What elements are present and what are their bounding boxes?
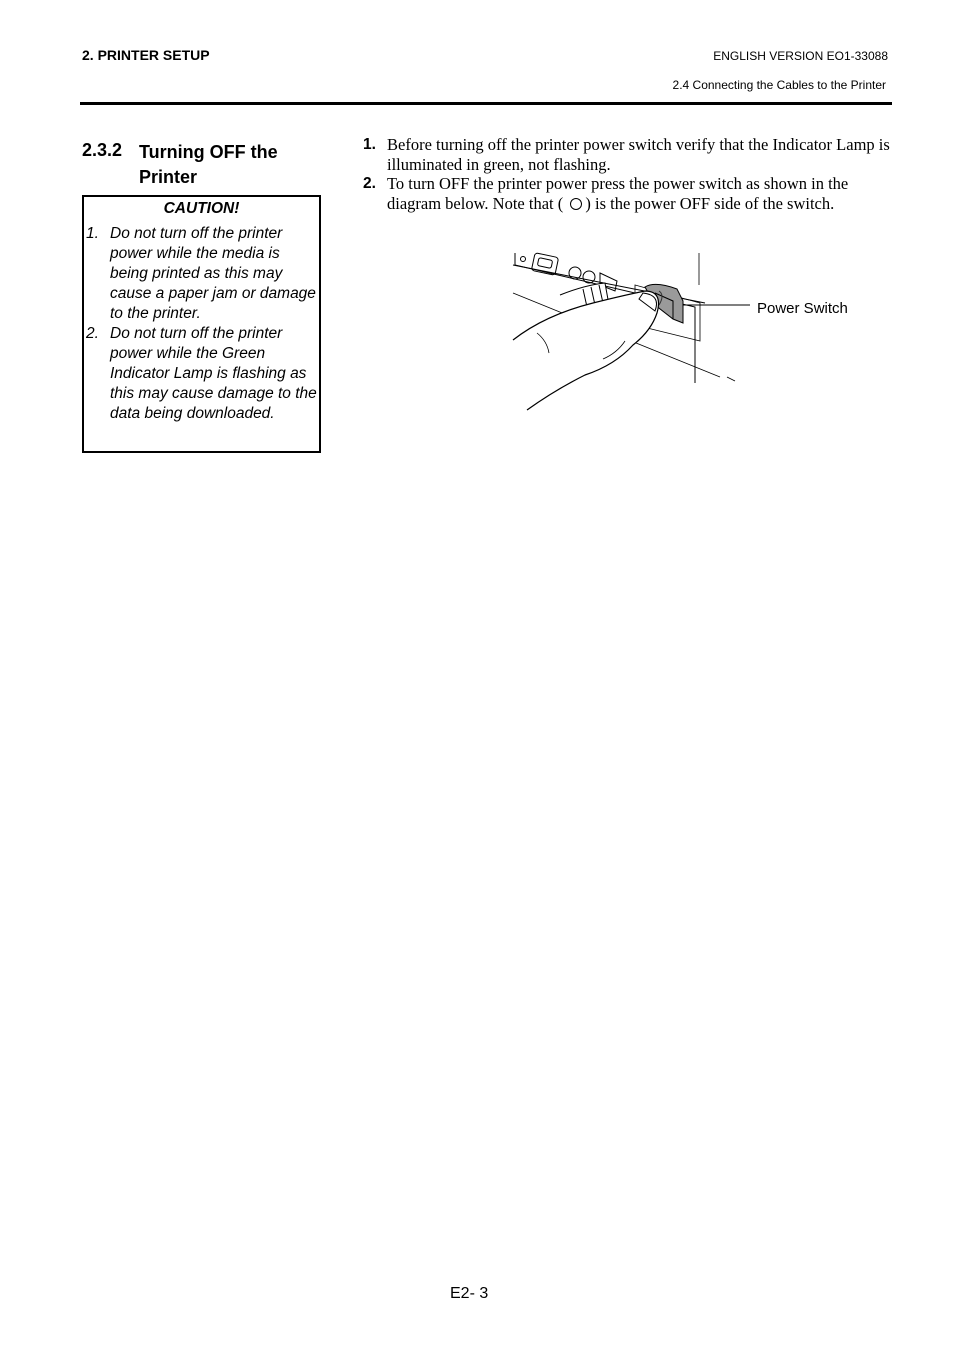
step-item: [363, 174, 893, 213]
step-number: 2.: [363, 175, 376, 192]
caution-item-number: 2.: [86, 325, 99, 342]
section-title: Turning OFF the Printer: [139, 142, 278, 187]
header-section-title: 2. PRINTER SETUP: [82, 47, 210, 63]
caution-list: [86, 224, 318, 424]
step-text-before: To turn OFF the printer power press the power switch as shown in the diagram below. Note that (: [387, 174, 849, 213]
caution-item: [86, 324, 318, 424]
step-item: [363, 135, 893, 174]
power-switch-illustration: [505, 245, 750, 415]
caution-item-text: Do not turn off the printer power while the Green Indicator Lamp is flashing as this may cause damage to the data being downloaded.: [110, 325, 317, 422]
caution-item: [86, 224, 318, 324]
steps-list: [363, 135, 893, 213]
step-number: 1.: [363, 136, 376, 153]
caution-item-text: Do not turn off the printer power while the media is being printed as this may cause a paper jam or damage to the printer.: [110, 225, 316, 322]
step-text-after: ) is the power OFF side of the switch.: [585, 193, 835, 213]
header-rule: [80, 102, 892, 105]
header-version: ENGLISH VERSION EO1-33088: [713, 49, 888, 63]
caution-item-number: 1.: [86, 225, 99, 242]
power-off-symbol-icon: [570, 198, 582, 210]
header-subsection: 2.4 Connecting the Cables to the Printer: [672, 78, 886, 92]
caution-title: CAUTION!: [163, 200, 240, 217]
page-number: E2- 3: [450, 1285, 489, 1302]
power-switch-callout: Power Switch: [757, 300, 848, 317]
step-text: Before turning off the printer power switch verify that the Indicator Lamp is illuminated in green, not flashing.: [387, 135, 890, 174]
section-number: 2.3.2: [82, 140, 123, 160]
